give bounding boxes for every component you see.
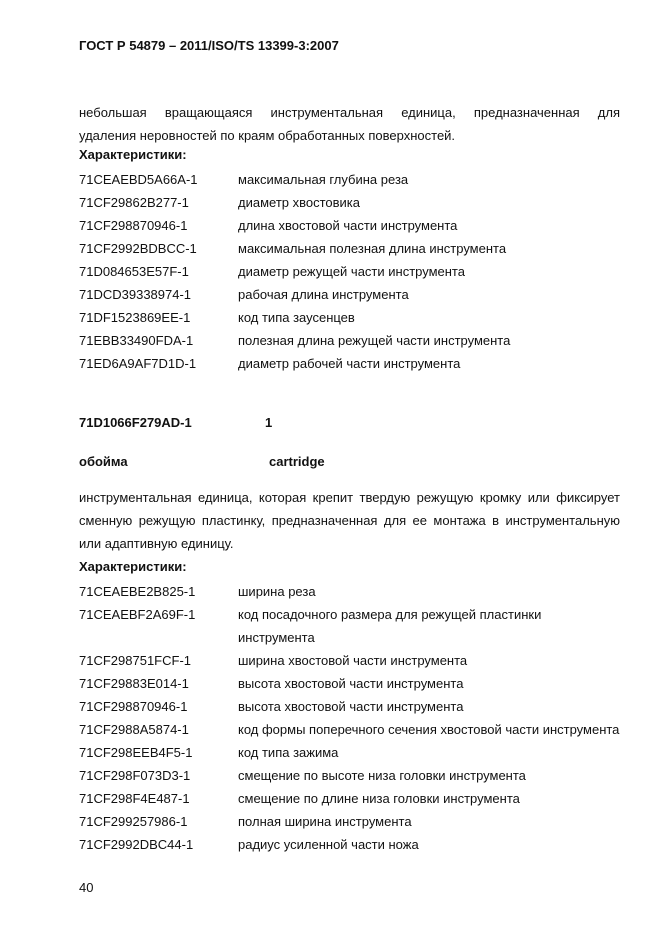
item-code: 71DCD39338974-1 xyxy=(79,287,192,302)
document-header: ГОСТ Р 54879 – 2011/ISO/TS 13399-3:2007 xyxy=(79,38,339,53)
item-description: диаметр хвостовика xyxy=(238,195,361,210)
item-description: длина хвостовой части инструмента xyxy=(238,218,458,233)
item-code: 71CF298870946-1 xyxy=(79,699,188,714)
item-description: код формы поперечного сечения хвостовой части инструмента xyxy=(238,722,620,737)
paragraph-line: удаления неровностей по краям обработанных поверхностей. xyxy=(79,128,456,143)
item-code: 71ED6A9AF7D1D-1 xyxy=(79,356,197,371)
item-code: 71CF298F4E487-1 xyxy=(79,791,190,806)
entry-number: 1 xyxy=(265,415,273,430)
list-item xyxy=(79,764,620,787)
list-item xyxy=(79,649,620,672)
list-item xyxy=(79,352,620,375)
item-code: 71CEAEBE2B825-1 xyxy=(79,584,196,599)
item-description: полезная длина режущей части инструмента xyxy=(238,333,511,348)
item-description: максимальная глубина реза xyxy=(238,172,409,187)
item-code: 71D084653E57F-1 xyxy=(79,264,189,279)
item-code: 71CF2992DBC44-1 xyxy=(79,837,194,852)
list-item xyxy=(79,283,620,306)
item-description: высота хвостовой части инструмента xyxy=(238,699,464,714)
definition-paragraph xyxy=(79,486,620,555)
list-item xyxy=(79,168,620,191)
list-item xyxy=(79,580,620,603)
paragraph-line: небольшая вращающаяся инструментальная единица, предназначенная для xyxy=(79,105,620,120)
item-description: код посадочного размера для режущей пластинки инструмента xyxy=(238,607,542,645)
list-item xyxy=(79,833,620,856)
item-code: 71CEAEBF2A69F-1 xyxy=(79,607,196,622)
list-item xyxy=(79,260,620,283)
list-item xyxy=(79,329,620,352)
list-item xyxy=(79,306,620,329)
item-description: код типа зажима xyxy=(238,745,339,760)
characteristics-label: Характеристики: xyxy=(79,559,187,574)
characteristics-list xyxy=(79,580,620,856)
page-number: 40 xyxy=(79,880,94,895)
item-code: 71CF298751FCF-1 xyxy=(79,653,191,668)
item-description: максимальная полезная длина инструмента xyxy=(238,241,507,256)
item-description: ширина реза xyxy=(238,584,316,599)
list-item xyxy=(79,672,620,695)
item-description: ширина хвостовой части инструмента xyxy=(238,653,468,668)
item-code: 71CEAEBD5A66A-1 xyxy=(79,172,198,187)
item-description: код типа заусенцев xyxy=(238,310,355,325)
list-item xyxy=(79,191,620,214)
item-description: диаметр рабочей части инструмента xyxy=(238,356,461,371)
item-code: 71CF2992BDBCC-1 xyxy=(79,241,197,256)
item-code: 71CF2988A5874-1 xyxy=(79,722,189,737)
item-code: 71CF298870946-1 xyxy=(79,218,188,233)
item-code: 71CF298F073D3-1 xyxy=(79,768,191,783)
list-item xyxy=(79,603,620,649)
term-english: cartridge xyxy=(269,454,325,469)
definition-paragraph xyxy=(79,101,620,147)
list-item xyxy=(79,810,620,833)
list-item xyxy=(79,237,620,260)
item-code: 71CF299257986-1 xyxy=(79,814,188,829)
term-russian: обойма xyxy=(79,454,128,469)
characteristics-label: Характеристики: xyxy=(79,147,187,162)
item-code: 71DF1523869EE-1 xyxy=(79,310,191,325)
item-description: полная ширина инструмента xyxy=(238,814,412,829)
paragraph-line: инструментальная единица, которая крепит твердую режущую кромку или фиксирует xyxy=(79,490,620,505)
item-description: диаметр режущей части инструмента xyxy=(238,264,465,279)
list-item xyxy=(79,718,620,741)
paragraph-line: сменную режущую пластинку, предназначенная для ее монтажа в инструментальную xyxy=(79,513,620,528)
item-description: радиус усиленной части ножа xyxy=(238,837,419,852)
item-code: 71CF29862B277-1 xyxy=(79,195,189,210)
characteristics-list xyxy=(79,168,620,375)
item-code: 71CF29883E014-1 xyxy=(79,676,189,691)
item-description: смещение по длине низа головки инструмента xyxy=(238,791,520,806)
entry-identifier: 71D1066F279AD-1 xyxy=(79,415,192,430)
item-description: смещение по высоте низа головки инструмента xyxy=(238,768,526,783)
list-item xyxy=(79,214,620,237)
list-item xyxy=(79,695,620,718)
list-item xyxy=(79,787,620,810)
item-description: рабочая длина инструмента xyxy=(238,287,409,302)
item-description: высота хвостовой части инструмента xyxy=(238,676,464,691)
paragraph-line: или адаптивную единицу. xyxy=(79,536,234,551)
item-code: 71CF298EEB4F5-1 xyxy=(79,745,193,760)
item-code: 71EBB33490FDA-1 xyxy=(79,333,194,348)
list-item xyxy=(79,741,620,764)
